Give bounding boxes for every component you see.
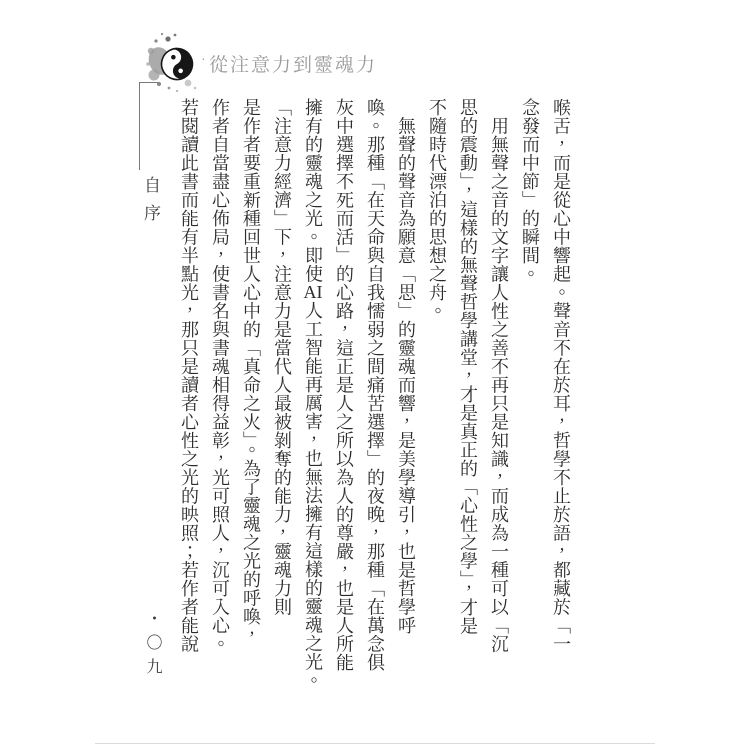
section-label-preface: 自序 (141, 176, 160, 232)
text-column: 灰中選擇不死而活」的心路，這正是人之所以為人的尊嚴，也是人所能 (334, 98, 354, 672)
text-column: 無聲的聲音為願意「思」的靈魂而響，是美學導引，也是哲學呼 (396, 98, 416, 635)
corner-rule (139, 82, 158, 170)
text-column: 擁有的靈魂之光。即使AI人工智能再厲害，也無法擁有這樣的靈魂之光。 (303, 98, 323, 690)
text-column: 念發而中節」的瞬間。 (520, 98, 540, 283)
title-separator-dot: · (201, 53, 206, 68)
page-number: ・〇九 (144, 610, 161, 682)
page-bottom-edge (95, 743, 655, 744)
text-column: 思的震動」，這樣的無聲哲學講堂，才是真正的「心性之學」，才是 (458, 98, 478, 635)
book-title: 從注意力到靈魂力 (209, 55, 378, 76)
preface-text (173, 98, 576, 698)
text-column: 是作者要重新種回世人心中的「真命之火」。為了靈魂之光的呼喚， (241, 98, 261, 644)
text-column: 用無聲之音的文字讓人性之善不再只是知識，而成為一種可以「沉 (489, 98, 509, 653)
text-column: 喉舌，而是從心中響起。聲音不在於耳，哲學不止於語，都藏於「一 (551, 98, 571, 653)
text-column: 作者自當盡心佈局，使書名與書魂相得益彰，光可照人，沉可入心。 (210, 98, 230, 653)
text-column: 若閱讀此書而能有半點光，那只是讀者心性之光的映照；若作者能說 (179, 98, 199, 653)
text-column: 喚。那種「在天命與自我懦弱之間痛苦選擇」的夜晚，那種「在萬念俱 (365, 98, 385, 672)
text-column: 不隨時代漂泊的思想之舟。 (427, 98, 447, 320)
text-column: 「注意力經濟」下，注意力是當代人最被剝奪的能力，靈魂力則 (272, 98, 292, 616)
